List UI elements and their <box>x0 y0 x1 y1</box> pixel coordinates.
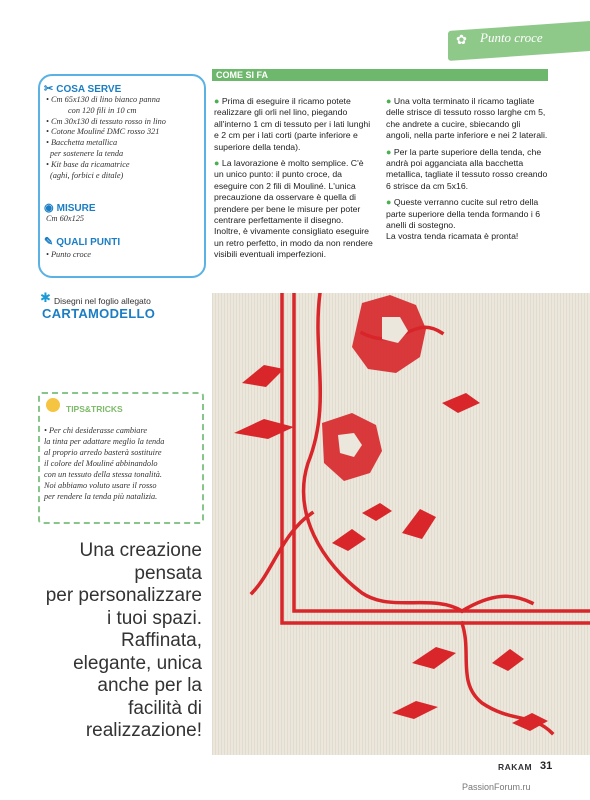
tips-line: • Per chi desiderasse cambiare <box>44 426 148 435</box>
pull-quote <box>30 540 202 743</box>
tips-line: per rendere la tenda più natalizia. <box>44 492 158 501</box>
step-paragraph <box>386 147 548 193</box>
step-text: La lavorazione è molto semplice. C'è un unico punto: il punto croce, da eseguire con 2 fili di Mouliné. L'unica precauzione da osservare è quella di prendere per bene le misure per poter centrare perfettamente il disegno. <box>214 158 364 226</box>
step-paragraph <box>386 231 548 242</box>
section-tag: Punto croce <box>480 30 543 45</box>
materials-heading-row <box>44 82 121 95</box>
tips-title: TIPS&TRICKS <box>66 404 123 414</box>
step-paragraph <box>214 158 374 226</box>
quote-line: i tuoi spazi. <box>106 607 202 629</box>
bullet-dot-icon: ● <box>214 96 220 106</box>
quote-line: Raffinata, <box>121 630 202 651</box>
needle-thread-icon: ✎ <box>44 236 54 248</box>
points-heading: QUALI PUNTI <box>56 237 121 248</box>
step-text: Una volta terminato il ricamo tagliate delle strisce di tessuto rosso larghe cm 5, che andrete a cucire, sbiecando gli angoli, nella parte inferiore e nei 2 laterali. <box>386 96 548 141</box>
steps-title: COME SI FA <box>216 70 269 80</box>
step-text: Inoltre, è vivamente consigliato eseguire un retro perfetto, in modo da non rendere visibili eventuali imperfezioni. <box>214 226 373 260</box>
leaf-icon: ✿ <box>456 32 467 47</box>
steps-column-1 <box>214 96 374 266</box>
step-paragraph <box>386 96 548 142</box>
step-paragraph <box>214 96 374 153</box>
materials-item: • Bacchetta metallica <box>46 138 118 148</box>
cross-stitch-illustration <box>212 293 590 755</box>
step-paragraph <box>386 197 548 231</box>
step-text: La vostra tenda ricamata è pronta! <box>386 231 519 242</box>
step-text: Per la parte superiore della tenda, che andrà poi agganciata alla bacchetta metallica, tagliate il tessuto rosso creando 6 strisce da cm 5x16. <box>386 146 548 191</box>
step-text: Prima di eseguire il ricamo potete realizzare gli orli nel lino, piegando all'interno 1 cm di tessuto per i lati lunghi e 2 cm per i lati corti (parte inferiore e superiore della tenda). <box>214 96 371 152</box>
quote-line: per personalizzare <box>45 585 202 606</box>
step-text: Queste verranno cucite sul retro della parte superiore della tenda formando i 6 anelli di sostegno. <box>386 197 541 231</box>
points-heading-row <box>44 235 120 248</box>
step-paragraph <box>214 226 374 260</box>
quote-line: Una creazione <box>79 540 202 561</box>
quote-line: pensata <box>134 562 202 584</box>
page-number: 31 <box>540 760 553 772</box>
bullet-dot-icon: ● <box>214 158 220 169</box>
steps-column-2 <box>386 96 548 248</box>
lightbulb-icon <box>46 398 60 412</box>
size-value: Cm 60x125 <box>46 214 85 223</box>
materials-item: • Cm 30x130 di tessuto rosso in lino <box>46 116 166 126</box>
bullet-dot-icon: ● <box>386 146 392 157</box>
size-heading-row <box>44 201 96 214</box>
tips-line: con un tessuto della stessa tonalità. <box>44 470 162 479</box>
materials-list <box>46 95 198 181</box>
pattern-title: CARTAMODELLO <box>42 306 156 321</box>
measuring-tape-icon: ◉ <box>44 202 54 214</box>
materials-item: • Cm 65x130 di lino bianco panna <box>46 95 160 104</box>
embroidery-photo <box>212 293 590 755</box>
materials-item: per sostenere la tenda <box>50 148 124 158</box>
asterisk-icon: ✱ <box>40 290 51 305</box>
pattern-note: Disegni nel foglio allegato <box>54 296 151 306</box>
bullet-dot-icon: ● <box>386 96 392 106</box>
tips-text <box>44 425 196 502</box>
materials-item: • Kit base da ricamatrice <box>46 159 130 169</box>
materials-item: • Cotone Mouliné DMC rosso 321 <box>46 127 160 137</box>
points-value: • Punto croce <box>46 250 91 259</box>
watermark: PassionForum.ru <box>462 782 531 792</box>
scissors-icon: ✂ <box>44 83 54 95</box>
quote-line: elegante, unica <box>73 652 202 674</box>
bullet-dot-icon: ● <box>386 197 392 208</box>
tips-line: il colore del Mouliné abbinandolo <box>44 459 158 468</box>
tips-line: la tinta per adattare meglio la tenda <box>44 437 165 446</box>
quote-line: realizzazione! <box>85 720 202 741</box>
quote-line: anche per la <box>97 675 202 696</box>
materials-heading: COSA SERVE <box>56 84 122 95</box>
materials-item: (aghi, forbici e ditale) <box>50 170 124 180</box>
tips-line: al proprio arredo basterà sostituire <box>44 448 162 457</box>
tips-line: Noi abbiamo voluto usare il rosso <box>44 481 157 490</box>
materials-item: con 120 fili in 10 cm <box>68 105 137 115</box>
magazine-name: RAKAM <box>498 762 533 772</box>
size-heading: MISURE <box>56 203 96 214</box>
quote-line: facilità di <box>128 697 202 719</box>
